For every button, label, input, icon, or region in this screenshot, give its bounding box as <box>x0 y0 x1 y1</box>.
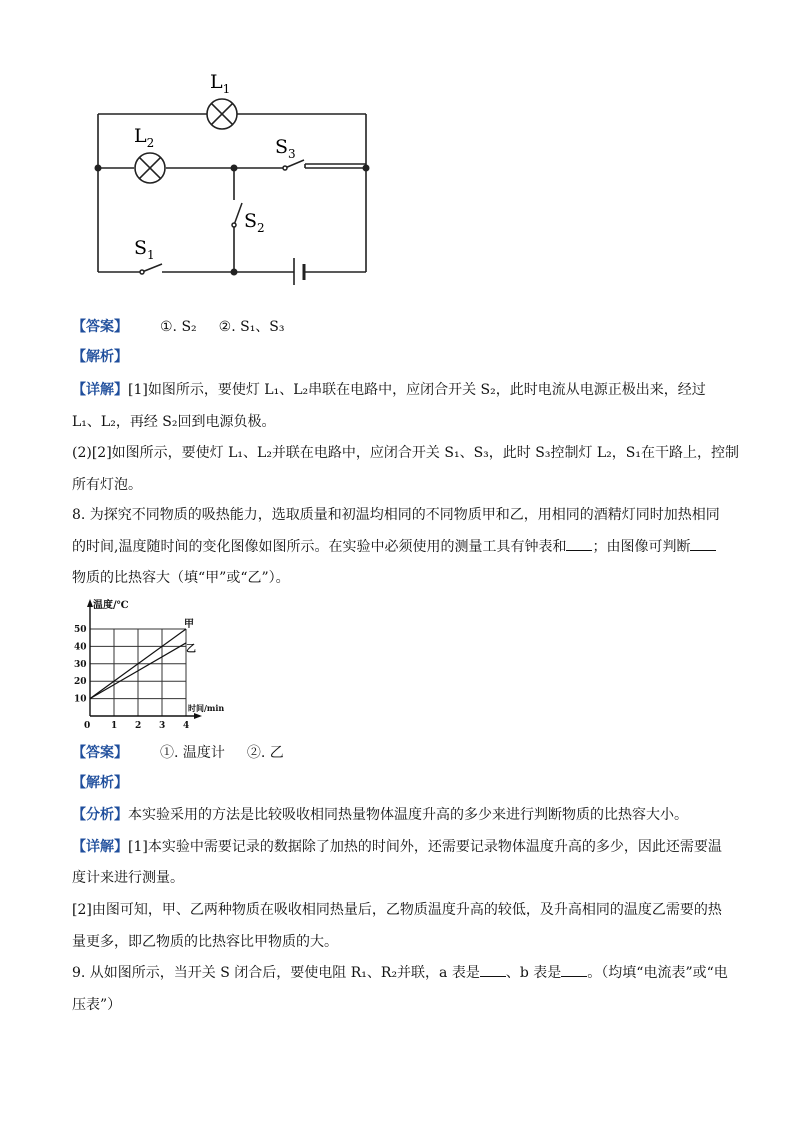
q7-analysis-tag: 【解析】 <box>72 349 128 365</box>
junction-dot <box>95 165 102 172</box>
q8-detail-2a: [2]由图可知，甲、乙两种物质在吸收相同热量后，乙物质温度升高的较低，及升高相同的温度乙需要的热 <box>72 902 722 918</box>
q8-detail-1b: 度计来进行测量。 <box>72 870 184 886</box>
label-s3: $S_3$ <box>275 136 296 161</box>
junction-dot <box>231 269 238 276</box>
q7-answer-1: ①. S₂ <box>160 319 197 335</box>
q7-detail-2a: (2)[2]如图所示，要使灯 L₁、L₂并联在电路中，应闭合开关 S₁、S₃，此时 S₃控制灯 L₂，S₁在干路上，控制 <box>72 445 740 461</box>
answer-tag: 【答案】 <box>72 745 128 761</box>
circuit-diagram <box>80 60 400 285</box>
answer-blank <box>690 538 716 551</box>
q8-answer-line <box>72 743 284 763</box>
q8-fenxi: 【分析】本实验采用的方法是比较吸收相同热量物体温度升高的多少来进行判断物质的比热容大小。 <box>72 807 688 823</box>
x-axis-arrow <box>194 713 202 719</box>
label-l1: $L_1$ <box>210 71 231 96</box>
q8-detail-1a: 【详解】[1]本实验中需要记录的数据除了加热的时间外，还需要记录物体温度升高的多少，因此还需要温 <box>72 839 722 855</box>
label-s2: $S_2$ <box>244 210 265 235</box>
lamp-l2-icon <box>135 153 165 183</box>
battery-icon <box>294 258 304 285</box>
answer-blank <box>561 964 587 977</box>
q8-analysis-tag: 【解析】 <box>72 775 128 791</box>
switch-s1-icon <box>140 264 162 274</box>
label-s1: $S_1$ <box>134 237 155 262</box>
answer-blank <box>566 538 592 551</box>
series-label: 乙 <box>186 643 196 655</box>
answer-tag: 【答案】 <box>72 319 128 335</box>
q7-detail-1a: 【详解】[1]如图所示，要使灯 L₁、L₂串联在电路中，应闭合开关 S₂，此时电流从电源正极出来，经过 <box>72 382 706 398</box>
junction-dot <box>231 165 238 172</box>
series-label: 甲 <box>184 619 194 630</box>
junction-dot <box>363 165 370 172</box>
x-tick-label: 1 <box>111 721 118 730</box>
x-tick-label: 3 <box>159 721 166 730</box>
y-tick-label: 20 <box>74 677 87 688</box>
q9-stem-1: 9. 从如图所示，当开关 S 闭合后，要使电阻 R₁、R₂并联，a 表是 、b 表是 。（均填“电流表”或“电 <box>72 965 728 981</box>
q8-detail-2b: 量更多，即乙物质的比热容比甲物质的大。 <box>72 934 338 950</box>
answer-blank <box>480 964 506 977</box>
q7-detail-1b: L₁、L₂，再经 S₂回到电源负极。 <box>72 414 276 430</box>
x-tick-label: 2 <box>135 721 142 730</box>
y-tick-label: 30 <box>74 659 87 670</box>
y-tick-label: 50 <box>74 625 87 635</box>
switch-s2-icon <box>232 203 242 227</box>
q8-answer-2: ②. 乙 <box>246 745 284 761</box>
q8-stem-3: 物质的比热容大（填“甲”或“乙”）。 <box>72 570 290 586</box>
q7-answer-line <box>72 317 285 337</box>
x-axis-label: 时间/min <box>188 703 225 713</box>
switch-s3-icon <box>283 160 304 170</box>
y-tick-label: 40 <box>74 642 87 653</box>
y-tick-label: 10 <box>74 694 87 705</box>
lamp-l1-icon <box>207 99 237 129</box>
q8-stem-1: 8. 为探究不同物质的吸热能力，选取质量和初温均相同的不同物质甲和乙，用相同的酒精灯同时加热相同 <box>72 507 720 523</box>
q8-answer-1: ①. 温度计 <box>160 745 225 761</box>
temperature-time-chart <box>72 595 242 730</box>
q7-answer-2: ②. S₁、S₃ <box>218 319 285 335</box>
q9-stem-2: 压表”） <box>72 997 122 1013</box>
x-tick-label: 4 <box>183 721 190 730</box>
label-l2: $L_2$ <box>134 125 155 150</box>
q7-detail-2b: 所有灯泡。 <box>72 477 142 493</box>
q8-stem-2: 的时间,温度随时间的变化图像如图所示。在实验中必须使用的测量工具有钟表和 ；由图像可判断 <box>72 537 716 557</box>
y-axis-label: 温度/℃ <box>93 600 129 611</box>
x-tick-label: 0 <box>84 721 91 730</box>
